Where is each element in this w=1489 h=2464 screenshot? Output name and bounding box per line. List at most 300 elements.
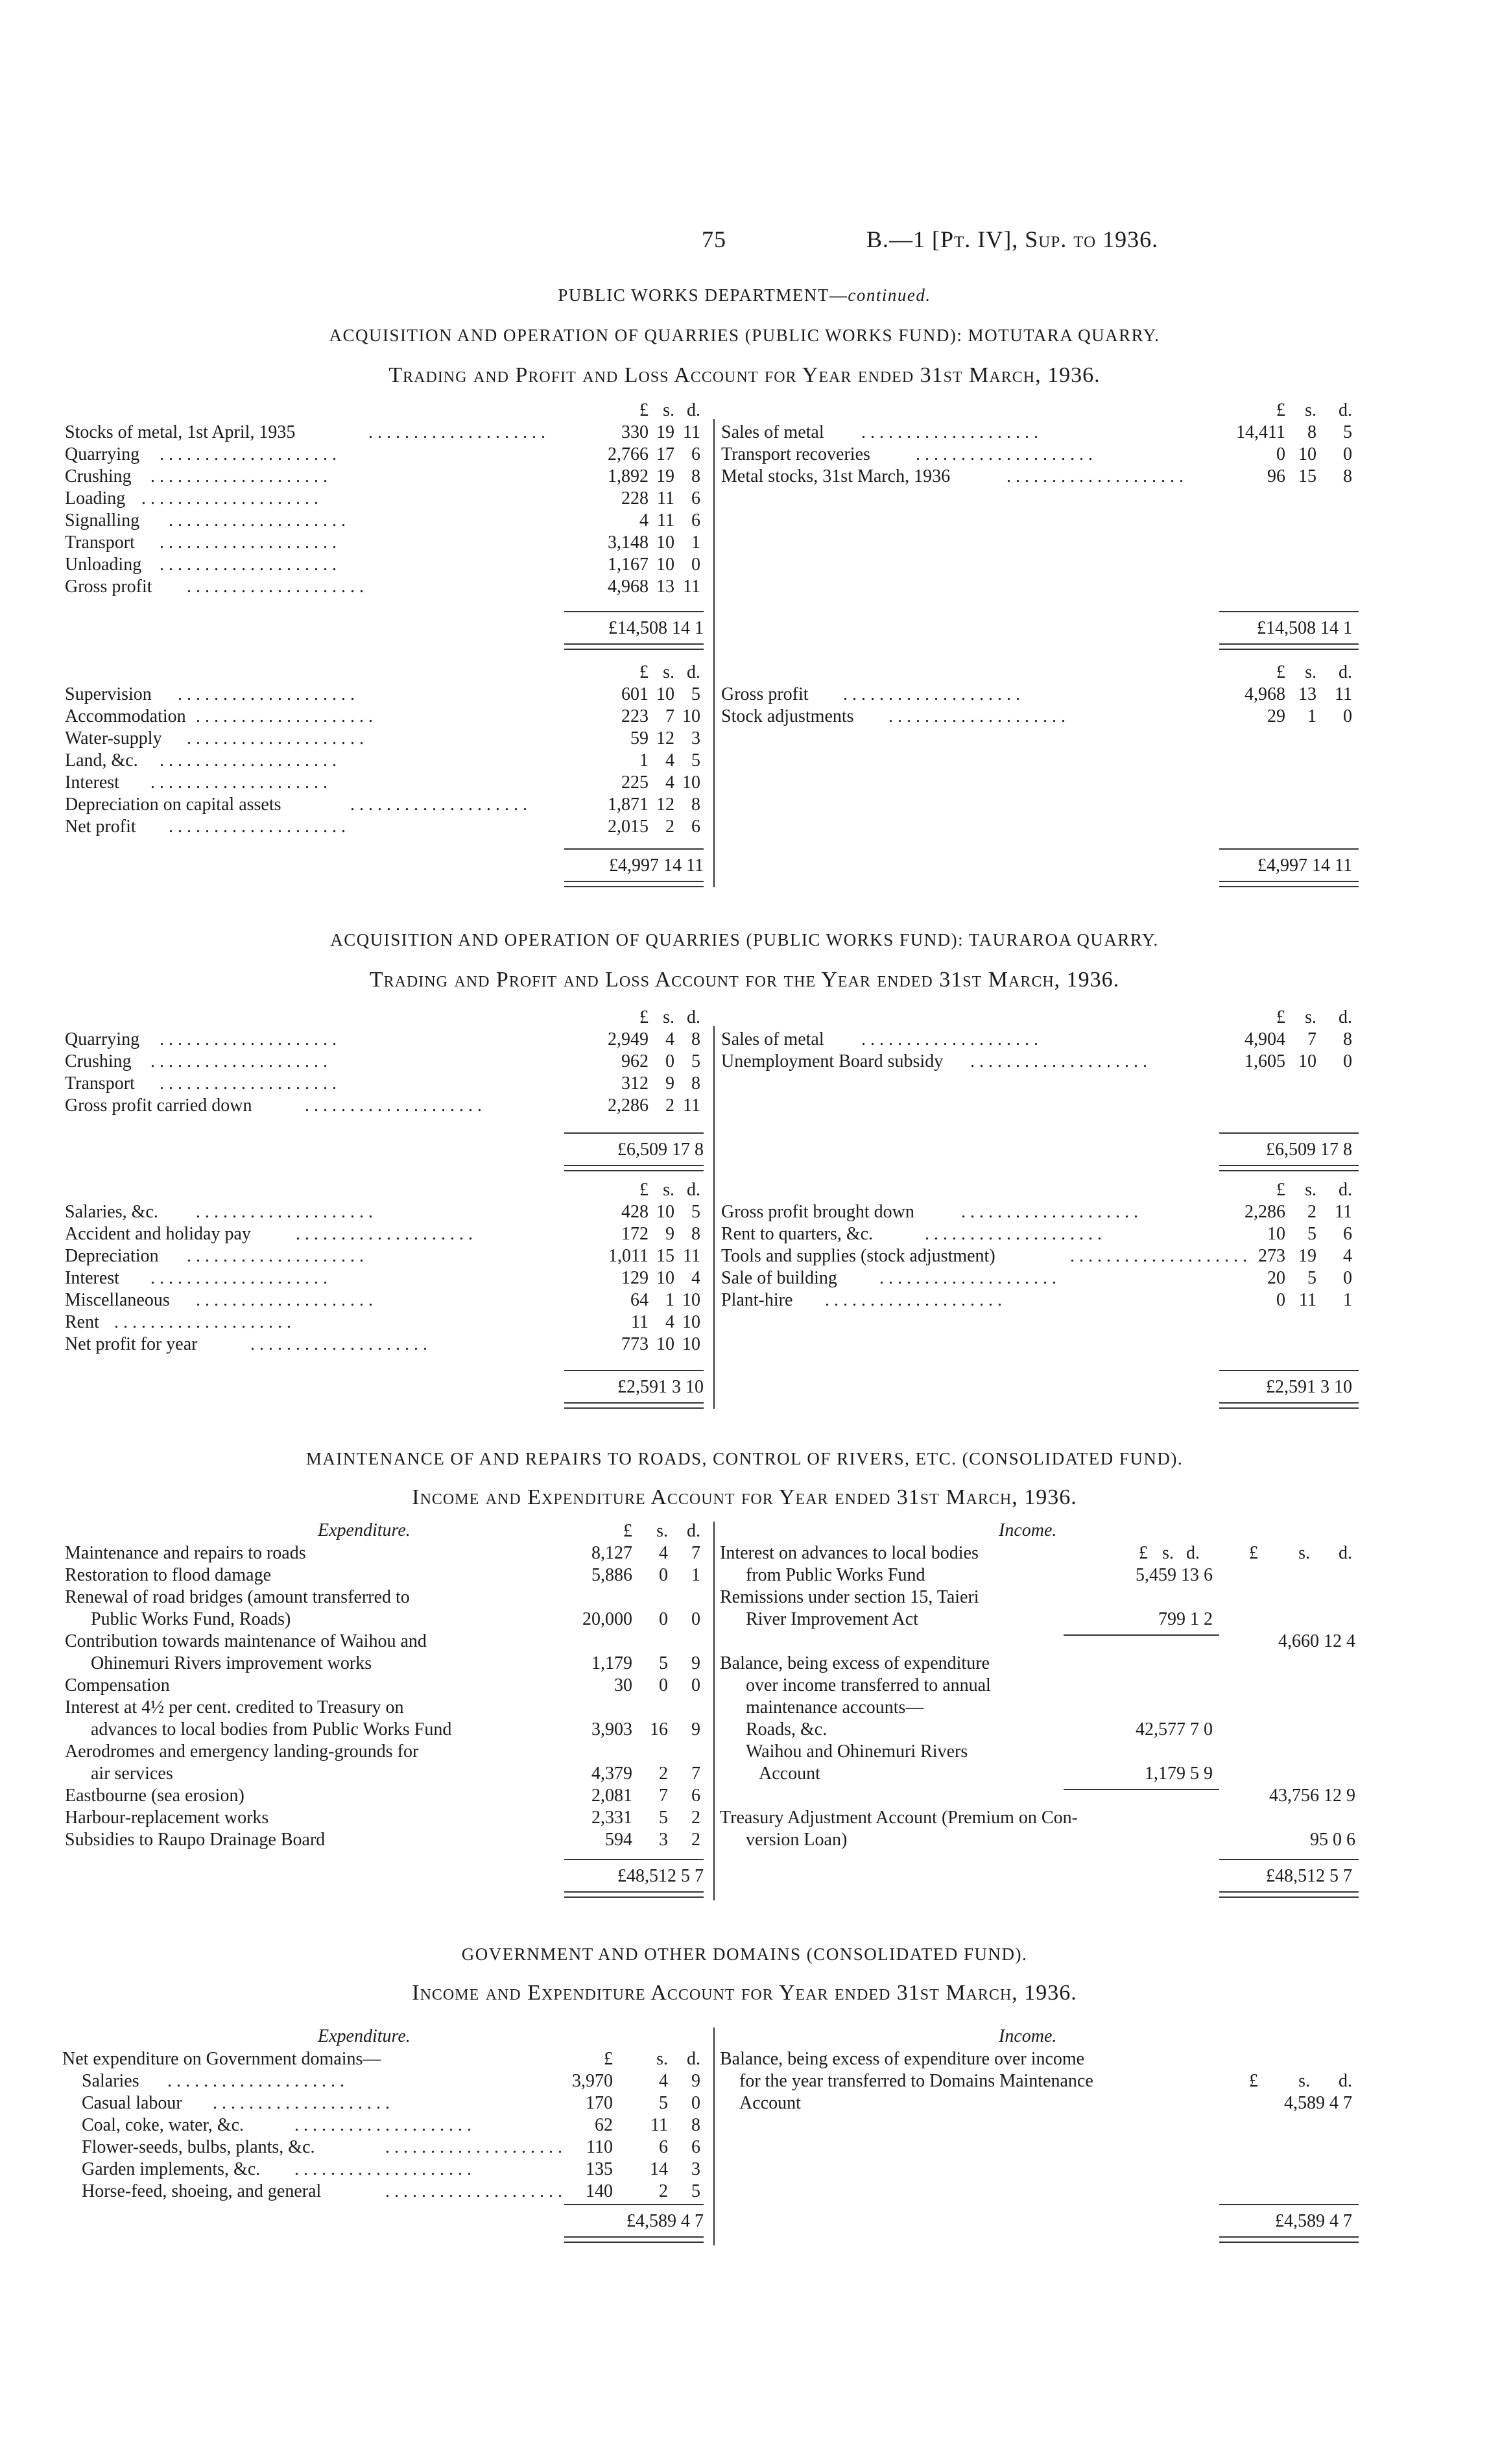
amount-pounds: 4 (639, 510, 649, 531)
pl-total-right: £4,997 14 11 (1257, 855, 1352, 876)
amount-pounds: 4,904 (1245, 1029, 1285, 1049)
amount-pence: 5 (691, 684, 700, 704)
leader-dots: . . . . . . . . . . . . . . . . . . . . (141, 488, 318, 508)
amount-pounds: 1,179 (591, 1653, 632, 1673)
amount-shillings: 11 (650, 2115, 668, 2135)
account-row (721, 1289, 1352, 1311)
row-label: Garden implements, &c. (82, 2159, 261, 2179)
amount-pence: 4 (691, 1268, 700, 1288)
amount-shillings: 4 (665, 772, 674, 793)
total-double-rule (1219, 881, 1359, 887)
amount-pence: 1 (1343, 1290, 1352, 1310)
amount-shillings: 10 (1298, 1051, 1316, 1071)
leader-dots: . . . . . . . . . . . . . . . . . . . . (970, 1051, 1147, 1071)
amount-pounds: 601 (621, 684, 649, 704)
amount-pounds: 30 (614, 1675, 632, 1695)
amount-pounds: 20,000 (582, 1609, 632, 1629)
amount-pence: 10 (682, 1290, 700, 1310)
row-label: Unemployment Board subsidy (721, 1051, 944, 1071)
amount-shillings: 3 (659, 1830, 668, 1850)
row-label: Casual labour (82, 2093, 182, 2113)
amount-shillings: 6 (659, 2137, 668, 2157)
amount-pounds: 3,970 (572, 2071, 613, 2091)
row-label: Crushing (65, 466, 132, 486)
leader-dots: . . . . . . . . . . . . . . . . . . . . (150, 1051, 328, 1071)
leader-dots: . . . . . . . . . . . . . . . . . . . . (385, 2137, 562, 2157)
row-label: Stocks of metal, 1st April, 1935 (65, 422, 296, 442)
amount-pence: 6 (691, 1786, 700, 1806)
row-label: Sale of building (721, 1268, 837, 1288)
row-label: Plant-hire (721, 1290, 793, 1310)
amount-pence: 5 (691, 1202, 700, 1222)
total-double-rule (564, 643, 704, 650)
tauraroa-subtitle: Trading and Profit and Loss Account for the Year ended 31st March, 1936. (369, 968, 1120, 992)
department-continued: continued. (848, 285, 931, 305)
trading-total-left: £6,509 17 8 (617, 1140, 704, 1160)
amount-shillings: 9 (665, 1073, 674, 1094)
account-row (721, 1245, 1352, 1267)
amount-pounds: 773 (621, 1334, 649, 1354)
amount-shillings: 0 (659, 1565, 668, 1585)
pounds-header: £ (639, 662, 649, 682)
amount-pence: 11 (1335, 1202, 1352, 1222)
amount-pounds: 225 (621, 772, 649, 793)
total-double-rule (1219, 2236, 1359, 2243)
amount-pounds: 0 (1276, 444, 1285, 464)
leader-dots: . . . . . . . . . . . . . . . . . . . . (925, 1224, 1102, 1244)
amount-shillings: 0 (665, 1051, 674, 1071)
account-row (65, 1289, 700, 1311)
account-row (721, 1201, 1352, 1223)
amount-pence: 6 (691, 444, 700, 464)
expenditure-label: Eastbourne (sea erosion) (65, 1786, 244, 1806)
row-label: Transport recoveries (721, 444, 870, 464)
account-row (65, 444, 700, 466)
income-amount: 43,756 12 9 (1269, 1786, 1355, 1806)
pl-total-left: £4,997 14 11 (609, 855, 704, 876)
leader-dots: . . . . . . . . . . . . . . . . . . . . (150, 1268, 328, 1288)
row-label: Stock adjustments (721, 706, 854, 726)
domains-total-right: £4,589 4 7 (1275, 2211, 1352, 2231)
amount-pounds: 135 (586, 2159, 613, 2179)
amount-pounds: 20 (1267, 1268, 1285, 1288)
leader-dots: . . . . . . . . . . . . . . . . . . . . (169, 510, 346, 531)
expenditure-label: Aerodromes and emergency landing-grounds for (65, 1741, 419, 1762)
leader-dots: . . . . . . . . . . . . . . . . . . . . (169, 817, 346, 837)
amount-pence: 7 (691, 1543, 700, 1563)
pounds-header: £ (623, 1521, 632, 1541)
leader-dots: . . . . . . . . . . . . . . . . . . . . (178, 684, 355, 704)
total-rule (564, 1132, 704, 1134)
amount-pence: 2 (691, 1808, 700, 1828)
amount-shillings: 0 (659, 1609, 668, 1629)
pounds-header: £ (1276, 400, 1285, 420)
leader-dots: . . . . . . . . . . . . . . . . . . . . (160, 1029, 337, 1049)
income-amount: 5,459 13 6 (1136, 1565, 1213, 1585)
shillings-header: s. (656, 1521, 668, 1541)
income-label: Account (759, 1764, 820, 1784)
row-label: Horse-feed, shoeing, and general (82, 2181, 322, 2201)
domains-title: GOVERNMENT AND OTHER DOMAINS (CONSOLIDATED FUND). (461, 1944, 1028, 1964)
income-amount: 799 1 2 (1158, 1609, 1213, 1629)
expenditure-label: Compensation (65, 1675, 170, 1695)
pounds-header: £ (1249, 1543, 1258, 1563)
amount-shillings: 10 (656, 684, 674, 704)
leader-dots: . . . . . . . . . . . . . . . . . . . . (861, 1029, 1038, 1049)
amount-pounds: 1,892 (608, 466, 649, 486)
row-label: Quarrying (65, 444, 140, 464)
amount-pence: 8 (691, 2115, 700, 2135)
row-label: Metal stocks, 31st March, 1936 (721, 466, 951, 486)
center-divider (713, 1522, 715, 1900)
amount-pounds: 3,903 (591, 1719, 632, 1740)
maintenance-subtitle: Income and Expenditure Account for Year ended 31st March, 1936. (412, 1485, 1077, 1509)
amount-shillings: 0 (659, 1675, 668, 1695)
income-label: version Loan) (746, 1830, 848, 1850)
leader-dots: . . . . . . . . . . . . . . . . . . . . (305, 1095, 482, 1116)
row-label: Net profit (65, 817, 136, 837)
amount-shillings: 12 (656, 728, 674, 748)
amount-shillings: 4 (665, 1312, 674, 1332)
amount-shillings: 10 (1298, 444, 1316, 464)
amount-pence: 8 (691, 466, 700, 486)
pounds-header: £ (639, 400, 649, 420)
pl-total-left: £2,591 3 10 (617, 1377, 704, 1397)
account-row (721, 466, 1352, 488)
income-amount: 4,660 12 4 (1278, 1631, 1355, 1651)
row-label: Net profit for year (65, 1334, 198, 1354)
leader-dots: . . . . . . . . . . . . . . . . . . . . (196, 1290, 373, 1310)
amount-shillings: 2 (1307, 1202, 1316, 1222)
amount-pounds: 2,015 (608, 817, 649, 837)
total-rule (564, 1859, 704, 1860)
amount-pence: 9 (691, 1719, 700, 1740)
amount-shillings: 4 (665, 1029, 674, 1049)
row-label: Transport (65, 532, 135, 553)
leader-dots: . . . . . . . . . . . . . . . . . . . . (167, 2071, 344, 2091)
leader-dots: . . . . . . . . . . . . . . . . . . . . (160, 444, 337, 464)
income-label: Interest on advances to local bodies (720, 1543, 979, 1563)
leader-dots: . . . . . . . . . . . . . . . . . . . . (1070, 1246, 1247, 1266)
leader-dots: . . . . . . . . . . . . . . . . . . . . (879, 1268, 1056, 1288)
amount-pounds: 2,766 (608, 444, 649, 464)
row-label: Interest (65, 1268, 119, 1288)
pounds-header: £ (639, 1007, 649, 1027)
row-label: Tools and supplies (stock adjustment) (721, 1246, 995, 1266)
leader-dots: . . . . . . . . . . . . . . . . . . . . (843, 684, 1020, 704)
amount-pence: 8 (1343, 466, 1352, 486)
amount-pounds: 172 (621, 1224, 649, 1244)
row-label: Water-supply (65, 728, 162, 748)
leader-dots: . . . . . . . . . . . . . . . . . . . . (196, 706, 373, 726)
amount-shillings: 11 (657, 510, 674, 531)
amount-shillings: 2 (659, 1764, 668, 1784)
expenditure-label: Contribution towards maintenance of Waihou and (65, 1631, 427, 1651)
account-row (65, 1223, 700, 1245)
account-row (65, 422, 700, 444)
pence-header: d. (687, 1521, 700, 1541)
center-divider (713, 419, 715, 887)
account-row (721, 684, 1352, 706)
leader-dots: . . . . . . . . . . . . . . . . . . . . (150, 772, 328, 793)
expenditure-label: Public Works Fund, Roads) (91, 1609, 291, 1629)
account-row (721, 1051, 1352, 1073)
row-label: Gross profit (65, 577, 152, 597)
account-row (65, 1073, 700, 1095)
amount-pounds: 62 (595, 2115, 613, 2135)
pence-header: d. (687, 2049, 700, 2069)
row-label: Accident and holiday pay (65, 1224, 251, 1244)
shillings-header: s. (1305, 662, 1316, 682)
center-divider (713, 1026, 715, 1409)
amount-shillings: 2 (665, 1095, 674, 1116)
pounds-header: £ (1276, 1180, 1285, 1200)
amount-pounds: 1,871 (608, 795, 649, 815)
amount-pounds: 1,167 (608, 555, 649, 575)
department-name: PUBLIC WORKS DEPARTMENT— (558, 285, 848, 305)
shillings-header: s. (663, 1007, 674, 1027)
amount-pounds: 312 (621, 1073, 649, 1094)
account-row (721, 444, 1352, 466)
amount-pence: 0 (691, 2093, 700, 2113)
amount-pence: 11 (683, 422, 700, 442)
income-label: Roads, &c. (746, 1719, 828, 1740)
total-double-rule (1219, 1891, 1359, 1898)
tauraroa-title: ACQUISITION AND OPERATION OF QUARRIES (PUBLIC WORKS FUND): TAURAROA QUARRY. (330, 930, 1159, 950)
amount-pence: 9 (691, 1653, 700, 1673)
leader-dots: . . . . . . . . . . . . . . . . . . . . (160, 555, 337, 575)
amount-pounds: 8,127 (591, 1543, 632, 1563)
leader-dots: . . . . . . . . . . . . . . . . . . . . (861, 422, 1038, 442)
pounds-header: £ (604, 2049, 613, 2069)
total-rule (564, 848, 704, 850)
row-label: Sales of metal (721, 1029, 824, 1049)
amount-pounds: 10 (1267, 1224, 1285, 1244)
income-amount: 95 0 6 (1310, 1830, 1355, 1850)
amount-shillings: 19 (656, 466, 674, 486)
account-row (82, 2159, 700, 2181)
amount-pence: 6 (691, 2137, 700, 2157)
leader-dots: . . . . . . . . . . . . . . . . . . . . (350, 795, 527, 815)
total-double-rule (564, 1402, 704, 1409)
row-label: Signalling (65, 510, 140, 531)
motutara-title: ACQUISITION AND OPERATION OF QUARRIES (PUBLIC WORKS FUND): MOTUTARA QUARRY. (329, 326, 1160, 345)
net-expenditure-heading: Net expenditure on Government domains— (62, 2049, 381, 2069)
amount-shillings: 11 (657, 488, 674, 508)
leader-dots: . . . . . . . . . . . . . . . . . . . . (250, 1334, 427, 1354)
amount-pence: 11 (683, 1246, 700, 1266)
account-row (82, 2136, 700, 2159)
income-label: maintenance accounts— (746, 1697, 924, 1717)
income-label: Remissions under section 15, Taieri (720, 1587, 979, 1607)
amount-pence: 11 (1335, 684, 1352, 704)
pounds-header: £ (1139, 1543, 1148, 1563)
amount-pence: 10 (682, 706, 700, 726)
amount-shillings: 7 (665, 706, 674, 726)
amount-shillings: 1 (1307, 706, 1316, 726)
shillings-header: s. (663, 662, 674, 682)
income-label: Balance, being excess of expenditure over income (720, 2049, 1085, 2069)
income-heading: Income. (999, 2026, 1057, 2046)
amount-shillings: 8 (1307, 422, 1316, 442)
total-rule (564, 2204, 704, 2205)
total-double-rule (564, 1891, 704, 1898)
amount-shillings: 17 (656, 444, 674, 464)
amount-pence: 1 (691, 532, 700, 553)
amount-pence: 6 (1343, 1224, 1352, 1244)
pounds-header: £ (1276, 662, 1285, 682)
amount-pence: 10 (682, 1334, 700, 1354)
amount-shillings: 2 (659, 2181, 668, 2201)
leader-dots: . . . . . . . . . . . . . . . . . . . . (187, 577, 364, 597)
amount-pounds: 2,286 (1245, 1202, 1285, 1222)
leader-dots: . . . . . . . . . . . . . . . . . . . . (385, 2181, 562, 2201)
amount-pounds: 129 (621, 1268, 649, 1288)
amount-shillings: 7 (659, 1786, 668, 1806)
maintenance-title: MAINTENANCE OF AND REPAIRS TO ROADS, CONTROL OF RIVERS, ETC. (CONSOLIDATED FUND). (305, 1449, 1184, 1468)
row-label: Gross profit carried down (65, 1095, 252, 1116)
row-label: Quarrying (65, 1029, 140, 1049)
leader-dots: . . . . . . . . . . . . . . . . . . . . (160, 1073, 337, 1094)
pence-header: d. (1186, 1543, 1200, 1563)
income-label: Treasury Adjustment Account (Premium on Con- (720, 1808, 1078, 1828)
amount-pounds: 1 (639, 750, 649, 771)
row-label: Rent to quarters, &c. (721, 1224, 874, 1244)
amount-shillings: 5 (659, 2093, 668, 2113)
account-row (65, 1334, 700, 1356)
total-double-rule (564, 1165, 704, 1171)
amount-pounds: 2,331 (591, 1808, 632, 1828)
trading-total-right: £14,508 14 1 (1257, 618, 1352, 638)
amount-shillings: 4 (665, 750, 674, 771)
shillings-header: s. (656, 2049, 668, 2069)
pounds-header: £ (639, 1180, 649, 1200)
row-label: Depreciation (65, 1246, 159, 1266)
leader-dots: . . . . . . . . . . . . . . . . . . . . (160, 532, 337, 553)
row-label: Sales of metal (721, 422, 824, 442)
amount-pence: 0 (1343, 706, 1352, 726)
amount-pounds: 29 (1267, 706, 1285, 726)
leader-dots: . . . . . . . . . . . . . . . . . . . . (368, 422, 545, 442)
pence-header: d. (687, 1007, 700, 1027)
account-row (65, 1051, 700, 1073)
amount-pence: 8 (1343, 1029, 1352, 1049)
pence-header: d. (687, 662, 700, 682)
amount-pence: 1 (691, 1565, 700, 1585)
income-label: for the year transferred to Domains Maintenance (739, 2071, 1093, 2091)
account-row (65, 706, 700, 728)
domains-subtitle: Income and Expenditure Account for Year ended 31st March, 1936. (412, 1981, 1077, 2005)
total-rule (564, 1370, 704, 1371)
amount-shillings: 7 (1307, 1029, 1316, 1049)
expenditure-label: Maintenance and repairs to roads (65, 1543, 306, 1563)
amount-pounds: 223 (621, 706, 649, 726)
amount-shillings: 2 (665, 817, 674, 837)
pounds-header: £ (1249, 2071, 1258, 2091)
row-label: Interest (65, 772, 119, 793)
amount-shillings: 10 (656, 1334, 674, 1354)
row-label: Salaries, &c. (65, 1202, 158, 1222)
amount-pence: 8 (691, 1224, 700, 1244)
pl-total-right: £2,591 3 10 (1266, 1377, 1352, 1397)
amount-pounds: 330 (621, 422, 649, 442)
shillings-header: s. (1305, 1180, 1316, 1200)
account-row (721, 706, 1352, 728)
leader-dots: . . . . . . . . . . . . . . . . . . . . (888, 706, 1066, 726)
amount-pence: 4 (1343, 1246, 1352, 1266)
amount-pounds: 170 (586, 2093, 613, 2113)
expenditure-label: Subsidies to Raupo Drainage Board (65, 1830, 326, 1850)
leader-dots: . . . . . . . . . . . . . . . . . . . . (196, 1202, 373, 1222)
amount-pence: 8 (691, 795, 700, 815)
pence-header: d. (1339, 662, 1352, 682)
account-row (65, 728, 700, 750)
amount-shillings: 1 (665, 1290, 674, 1310)
total-double-rule (1219, 1402, 1359, 1409)
account-row (82, 2092, 700, 2114)
leader-dots: . . . . . . . . . . . . . . . . . . . . (825, 1290, 1002, 1310)
account-row (721, 1223, 1352, 1245)
account-row (65, 488, 700, 510)
expenditure-label: Interest at 4½ per cent. credited to Treasury on (65, 1697, 404, 1717)
account-row (65, 510, 700, 532)
account-row (65, 1245, 700, 1267)
income-amount: 42,577 7 0 (1136, 1719, 1213, 1740)
expenditure-label: Ohinemuri Rivers improvement works (91, 1653, 372, 1673)
amount-pounds: 4,379 (591, 1764, 632, 1784)
pence-header: d. (1339, 1543, 1352, 1563)
amount-pence: 10 (682, 772, 700, 793)
row-label: Salaries (82, 2071, 139, 2091)
expenditure-label: air services (91, 1764, 173, 1784)
maintenance-total-right: £48,512 5 7 (1266, 1866, 1352, 1886)
amount-pence: 0 (691, 555, 700, 575)
total-double-rule (564, 881, 704, 887)
total-double-rule (1219, 1165, 1359, 1171)
trading-total-left: £14,508 14 1 (608, 618, 704, 638)
amount-pence: 5 (1343, 422, 1352, 442)
amount-pence: 0 (691, 1609, 700, 1629)
pence-header: d. (687, 1180, 700, 1200)
shillings-header: s. (1162, 1543, 1174, 1563)
amount-shillings: 12 (656, 795, 674, 815)
expenditure-label: Renewal of road bridges (amount transferred to (65, 1587, 410, 1607)
expenditure-label: advances to local bodies from Public Works Fund (91, 1719, 452, 1740)
total-rule (1219, 611, 1359, 612)
amount-pence: 8 (691, 1029, 700, 1049)
amount-pounds: 2,081 (591, 1786, 632, 1806)
page-reference: B.—1 [Pt. IV], Sup. to 1936. (866, 226, 1159, 252)
amount-pence: 5 (691, 2181, 700, 2201)
amount-pence: 5 (691, 750, 700, 771)
amount-shillings: 9 (665, 1224, 674, 1244)
subtotal-rule (1064, 1634, 1219, 1636)
total-rule (1219, 848, 1359, 850)
row-label: Unloading (65, 555, 142, 575)
shillings-header: s. (1298, 1543, 1310, 1563)
row-label: Supervision (65, 684, 152, 704)
amount-pounds: 1,605 (1245, 1051, 1285, 1071)
account-row (65, 1201, 700, 1223)
row-label: Rent (65, 1312, 99, 1332)
amount-pence: 6 (691, 488, 700, 508)
account-row (65, 794, 700, 816)
amount-shillings: 5 (1307, 1224, 1316, 1244)
leader-dots: . . . . . . . . . . . . . . . . . . . . (294, 2159, 471, 2179)
amount-pence: 8 (691, 1073, 700, 1094)
domains-total-left: £4,589 4 7 (626, 2211, 704, 2231)
amount-shillings: 13 (656, 577, 674, 597)
